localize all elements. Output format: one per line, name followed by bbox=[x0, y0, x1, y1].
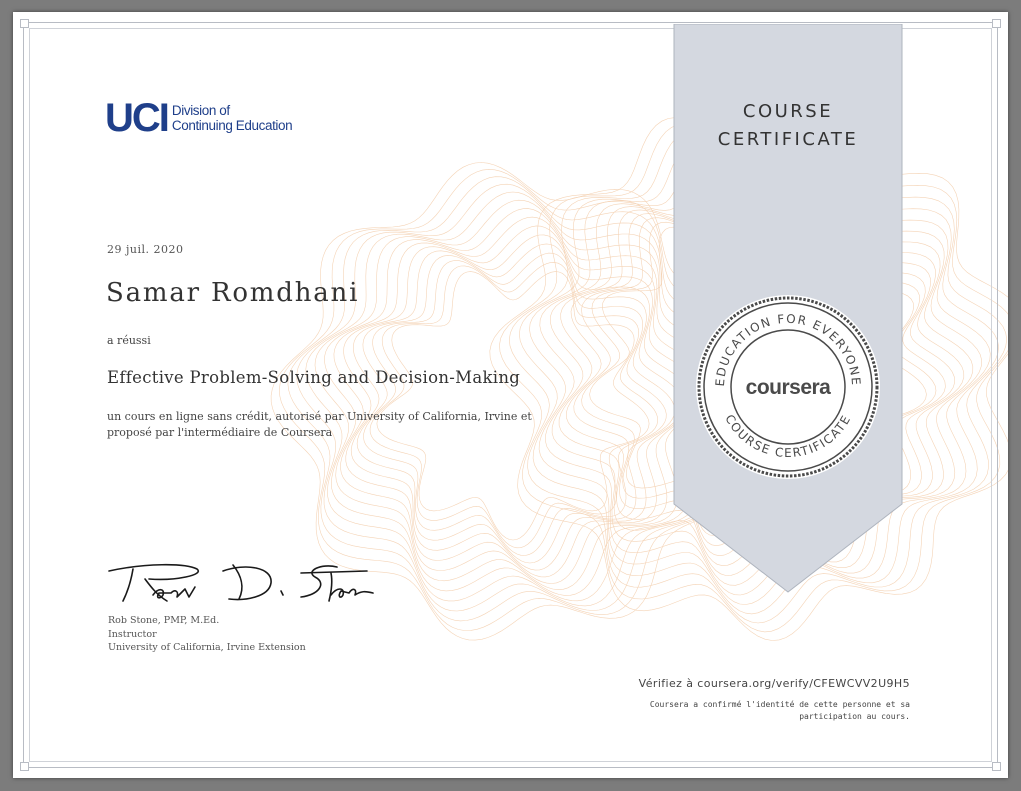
ribbon-title-line1: COURSE bbox=[742, 101, 834, 122]
corner-ornament bbox=[20, 19, 29, 28]
verify-link[interactable]: Vérifiez à coursera.org/verify/CFEWCVV2U9H5 bbox=[638, 677, 910, 690]
seal-brand: coursera bbox=[745, 376, 831, 399]
uci-logo-line1: Division of bbox=[171, 103, 230, 118]
achievement-text: a réussi bbox=[107, 334, 151, 347]
instructor-affiliation: University of California, Irvine Extension bbox=[108, 642, 306, 653]
ribbon-title-line2: CERTIFICATE bbox=[717, 129, 859, 150]
uci-logo-text bbox=[172, 103, 292, 133]
uci-logo-line2: Continuing Education bbox=[171, 118, 293, 133]
seal-top-text: EDUCATION FOR EVERYONE bbox=[712, 311, 864, 387]
recipient-name: Samar Romdhani bbox=[106, 278, 360, 308]
corner-ornament bbox=[20, 762, 29, 771]
uci-logo-mark: UCI bbox=[105, 96, 168, 140]
corner-ornament bbox=[992, 762, 1001, 771]
instructor-name: Rob Stone, PMP, M.Ed. bbox=[108, 615, 220, 626]
course-description: un cours en ligne sans crédit, autorisé par University of California, Irvine et proposé par l'intermédiaire de Coursera bbox=[107, 410, 532, 439]
ribbon-title bbox=[673, 98, 903, 154]
coursera-seal bbox=[694, 293, 882, 481]
completion-date: 29 juil. 2020 bbox=[107, 243, 184, 256]
instructor-info bbox=[108, 614, 306, 655]
instructor-role: Instructor bbox=[108, 628, 157, 640]
uci-logo bbox=[105, 98, 292, 138]
corner-ornament bbox=[992, 19, 1001, 28]
certificate-page bbox=[13, 12, 1008, 778]
seal-bottom-text: COURSE CERTIFICATE bbox=[722, 412, 854, 461]
course-name: Effective Problem-Solving and Decision-Making bbox=[107, 368, 521, 387]
verify-note: Coursera a confirmé l'identité de cette personne et sa participation au cours. bbox=[649, 700, 910, 721]
instructor-signature bbox=[105, 557, 385, 609]
